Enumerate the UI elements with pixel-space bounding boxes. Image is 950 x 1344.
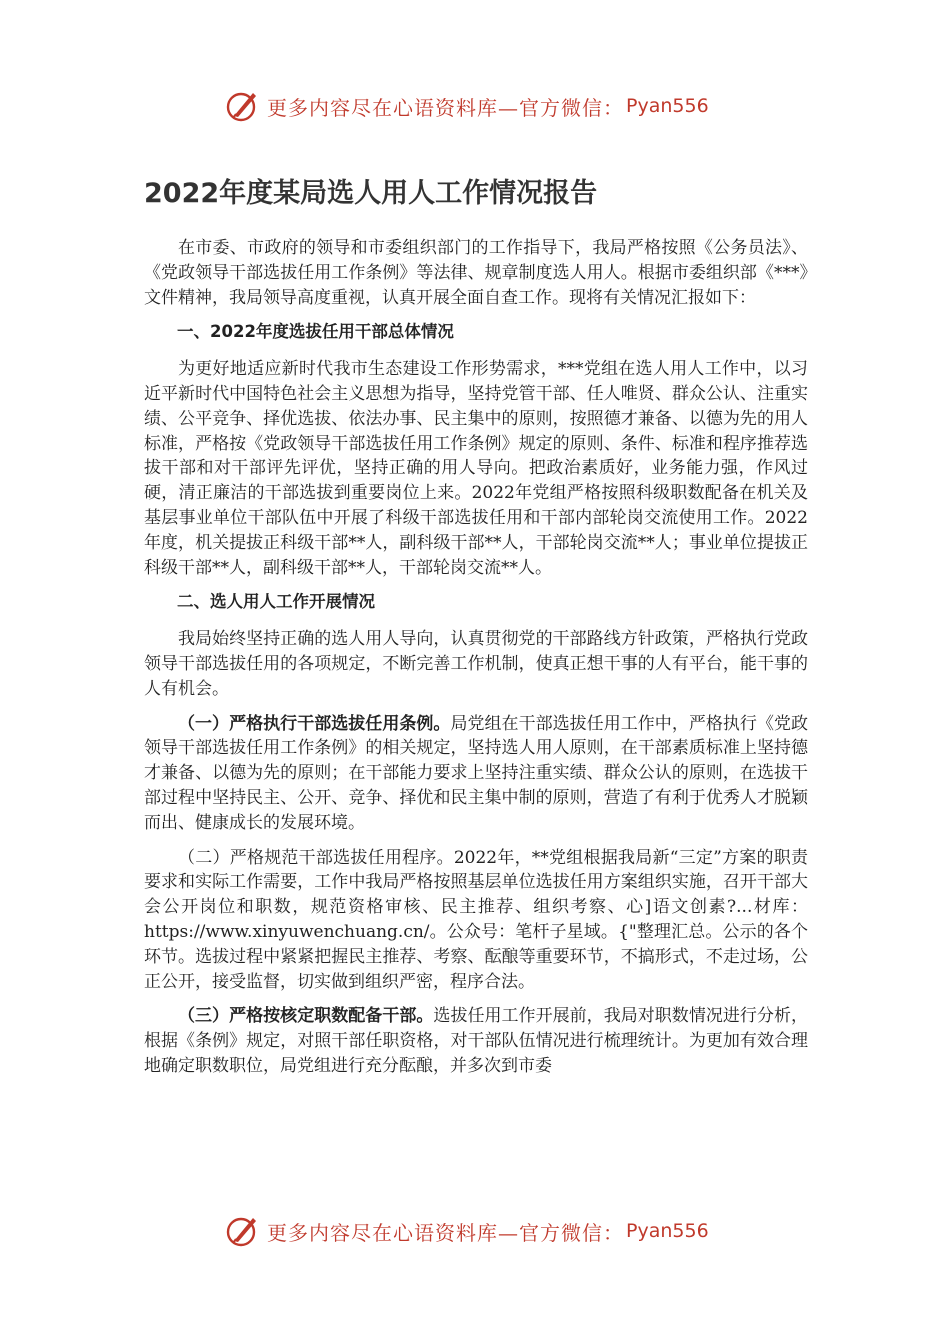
item1-lead: （一）严格执行干部选拔任用条例。 — [178, 713, 451, 734]
section2-heading: 二、选人用人工作开展情况 — [177, 592, 375, 612]
item1-body: 局党组在干部选拔任用工作中，严格执行《党政领导干部选拔任用工作条例》的相关规定，坚持选人用人原则，在干部素质标准上坚持德才兼备、以德为先的原则；在干部能力要求上坚持注重实绩、群众公认的原则，在选拔干部过程中坚持民主、公开、竞争、择优和民主集中制的原则，营造了有利于优秀人才脱颖而出、健康成长的发展环境。 — [144, 713, 809, 833]
watermark-slogan: 更多内容尽在心语资料库—官方微信： — [267, 1220, 624, 1245]
item2-lead: （二）严格规范干部选拔任用程序。 — [178, 847, 454, 868]
header-watermark — [225, 86, 745, 126]
item3-lead: （三）严格按核定职数配备干部。 — [178, 1006, 434, 1027]
item1-paragraph — [144, 712, 808, 836]
section1-heading: 一、2022年度选拔任用干部总体情况 — [177, 322, 454, 342]
document-body — [144, 170, 808, 1089]
intro-paragraph: 在市委、市政府的领导和市委组织部门的工作指导下，我局严格按照《公务员法》、《党政领导干部选拔任用工作条例》等法律、规章制度选人用人。根据市委组织部《***》文件精神，我局领导高度重视，认真开展全面自查工作。现将有关情况汇报如下： — [144, 238, 808, 308]
watermark-slogan: 更多内容尽在心语资料库—官方微信： — [267, 95, 624, 120]
section2-paragraph: 我局始终坚持正确的选人用人导向，认真贯彻党的干部路线方针政策，严格执行党政领导干部选拔任用的各项规定，不断完善工作机制，使真正想干事的人有平台，能干事的人有机会。 — [144, 629, 808, 699]
quill-logo-icon — [225, 88, 261, 124]
item3-body: 选拔任用工作开展前，我局对职数情况进行分析，根据《条例》规定，对照干部任职资格，对干部队伍情况进行梳理统计。为更加有效合理地确定职数职位，局党组进行充分酝酿，并多次到市委 — [144, 1006, 809, 1076]
item2-body: 2022年，**党组根据我局新“三定”方案的职责要求和实际工作需要，工作中我局严格按照基层单位选拔任用方案组织实施，召开干部大会公开岗位和职数，规范资格审核、民主推荐、组织考察、心]语文创素?...材库：https://www.xinyuwenchuang.cn/。公众号：笔杆子星域。{"整理汇总。公示的各个环节。选拔过程中紧紧把握民主推荐、考察、酝酿等重要环节，不搞形式，不走过场，公正公开，接受监督，切实做到组织严密，程序合法。 — [144, 847, 809, 992]
item2-paragraph — [144, 846, 808, 995]
item3-paragraph — [144, 1004, 808, 1078]
watermark-wechat-id: Pyan556 — [626, 1220, 709, 1242]
watermark-wechat-id: Pyan556 — [626, 95, 709, 117]
document-title: 2022年度某局选人用人工作情况报告 — [144, 178, 598, 209]
quill-logo-icon — [225, 1213, 261, 1249]
footer-watermark — [225, 1211, 745, 1251]
section1-paragraph: 为更好地适应新时代我市生态建设工作形势需求，***党组在选人用人工作中，以习近平新时代中国特色社会主义思想为指导，坚持党管干部、任人唯贤、群众公认、注重实绩、公平竞争、择优选拔、依法办事、民主集中的原则，按照德才兼备、以德为先的用人标准，严格按《党政领导干部选拔任用工作条例》规定的原则、条件、标准和程序推荐选拔干部和对干部评先评优，坚持正确的用人导向。把政治素质好，业务能力强，作风过硬，清正廉洁的干部选拔到重要岗位上来。2022年党组严格按照科级职数配备在机关及基层事业单位干部队伍中开展了科级干部选拔任用和干部内部轮岗交流使用工作。2022年度，机关提拔正科级干部**人，副科级干部**人，干部轮岗交流**人；事业单位提拔正科级干部**人，副科级干部**人，干部轮岗交流**人。 — [144, 359, 808, 578]
